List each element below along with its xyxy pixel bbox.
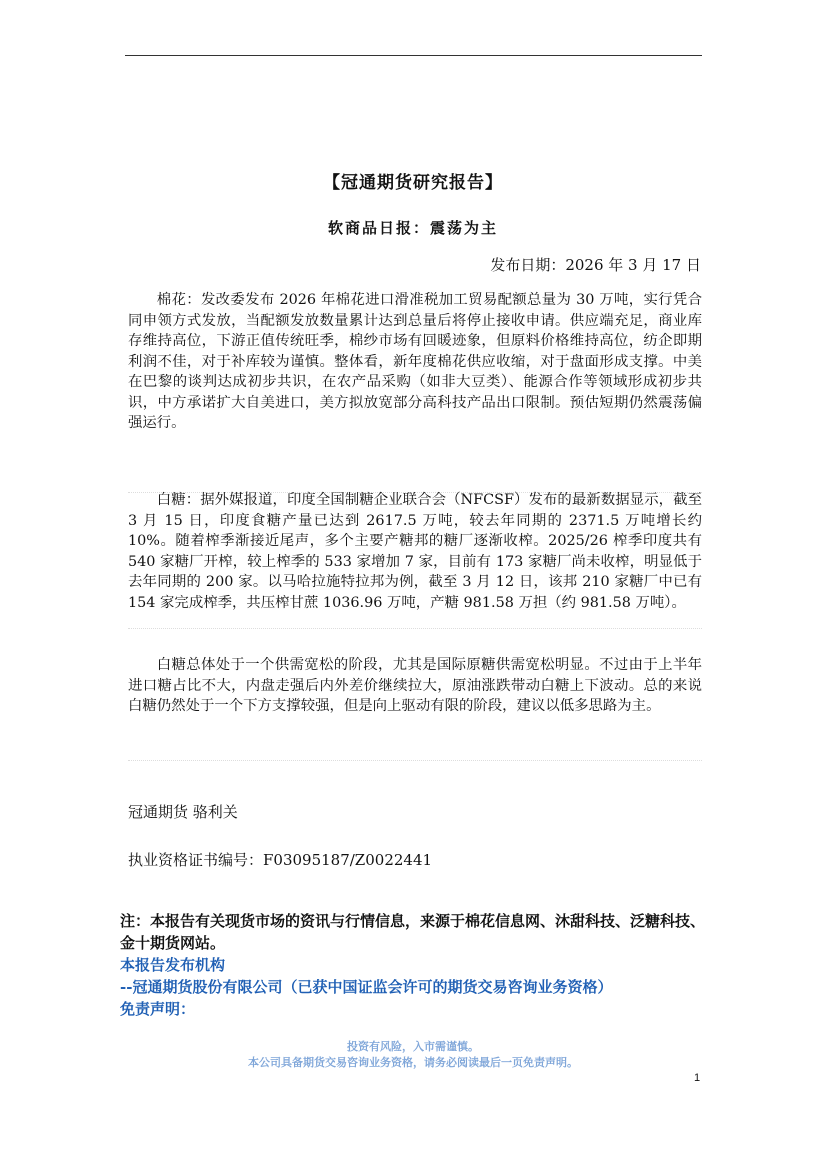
publish-date: 发布日期：2026 年 3 月 17 日 [490,256,701,274]
report-title: 【冠通期货研究报告】 [323,173,503,193]
report-subtitle: 软商品日报：震荡为主 [327,219,498,237]
source-note: 注：本报告有关现货市场的资讯与行情信息，来源于棉花信息网、沐甜科技、泛糖科技、金十期货网站。 [120,912,706,952]
divider [128,760,702,761]
cotton-paragraph: 棉花：发改委发布 2026 年棉花进口滑准税加工贸易配额总量为 30 万吨，实行凭合同申领方式发放，当配额发放数量累计达到总量后将停止接收申请。供应端充足，商业库存维持高位，下游正值传统旺季，棉纱市场有回暖迹象，但原料价格维持高位，纺企即期利润不佳，对于补库较为谨慎。整体看，新年度棉花供应收缩，对于盘面形成支撑。中美在巴黎的谈判达成初步共识，在农产品采购（如非大豆类）、能源合作等领域形成初步共识，中方承诺扩大自美进口，美方拟放宽部分高科技产品出口限制。预估短期仍然震荡偏强运行。 [128,292,702,431]
risk-warning: 投资有风险，入市需谨慎。 [347,1040,479,1053]
author-name: 冠通期货 骆利关 [128,803,238,821]
page-number: 1 [694,1072,701,1084]
sugar-analysis-paragraph: 白糖总体处于一个供需宽松的阶段，尤其是国际原糖供需宽松明显。不过由于上半年进口糖占比不大，内盘走强后内外差价继续拉大，原油涨跌带动白糖上下波动。总的来说白糖仍然处于一个下方支撑较强，但是向上驱动有限的阶段，建议以低多思路为主。 [128,657,702,714]
issuer-name: --冠通期货股份有限公司（已获中国证监会许可的期货交易咨询业务资格） [120,978,613,996]
license-number: 执业资格证书编号：F03095187/Z0022441 [128,851,433,869]
issuer-label: 本报告发布机构 [120,956,226,974]
divider [128,628,702,629]
header-rule [125,55,702,56]
qualification-notice: 本公司具备期货交易咨询业务资格，请务必阅读最后一页免责声明。 [248,1056,578,1069]
disclaimer-label: 免责声明： [120,1000,196,1018]
sugar-news-paragraph: 白糖：据外媒报道，印度全国制糖企业联合会（NFCSF）发布的最新数据显示，截至 3 月 15 日，印度食糖产量已达到 2617.5 万吨，较去年同期的 2371.5 万吨增长约 10%。随着榨季渐接近尾声，多个主要产糖邦的糖厂逐渐收榨。2025/26 榨季印度共有 540 家糖厂开榨，较上榨季的 533 家增加 7 家，目前有 173 家糖厂尚未收榨，明显低于去年同期的 200 家。以马哈拉施特拉邦为例，截至 3 月 12 日，该邦 210 家糖厂中已有 154 家完成榨季，共压榨甘蔗 1036.96 万吨，产糖 981.58 万担（约 981.58 万吨）。 [128,492,702,611]
